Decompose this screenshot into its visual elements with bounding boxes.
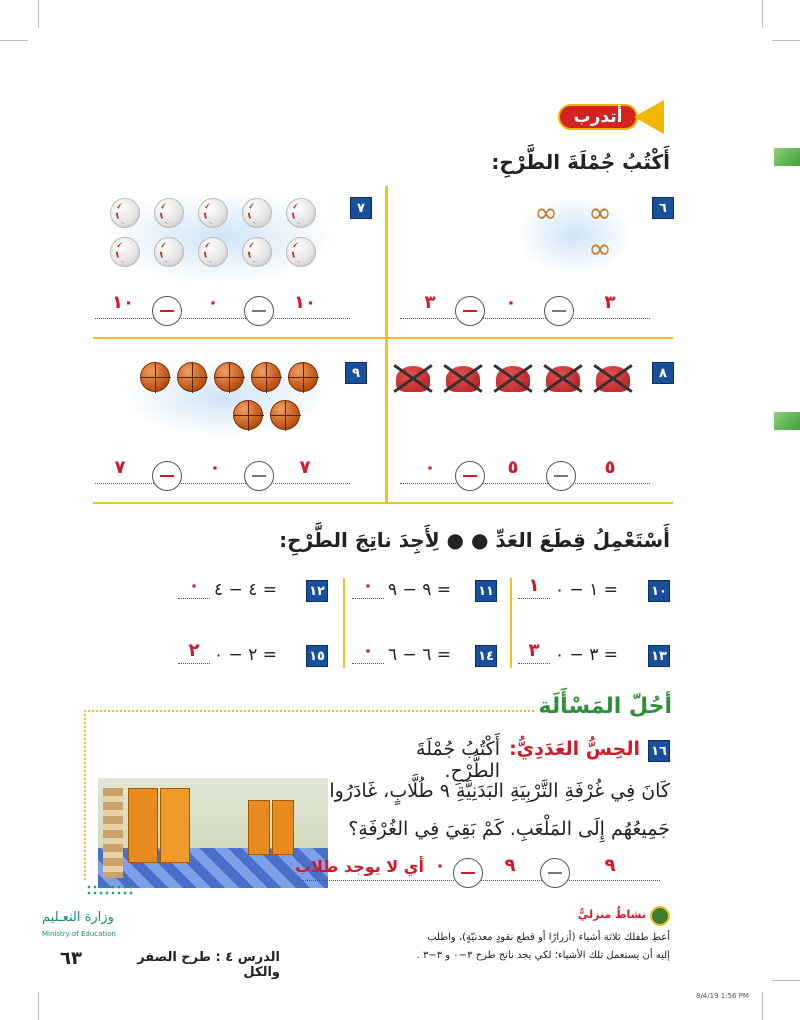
answer-value[interactable]: ٧ (299, 457, 311, 478)
equals-circle[interactable] (152, 296, 182, 326)
problem-number: ٨ (652, 362, 674, 384)
answer-value[interactable]: ١٠ (112, 292, 134, 313)
banner-arrow-icon (634, 100, 664, 134)
problem-title-red: الحِسُّ العَدَدِيُّ: (509, 738, 640, 760)
baseball-icon (154, 198, 184, 228)
side-tab (774, 148, 800, 166)
answer-line (352, 598, 384, 599)
problem-number: ٧ (350, 197, 372, 219)
grid-divider-v (385, 186, 388, 504)
helmet-icon (492, 362, 534, 394)
problem-number: ١٦ (648, 740, 670, 762)
crop-mark (38, 992, 39, 1020)
exercise-number: ١٣ (648, 645, 670, 667)
crop-mark (772, 40, 800, 41)
answer-line (518, 663, 550, 664)
dotted-rule (84, 710, 86, 880)
column-divider (343, 578, 345, 668)
basketball-icon (214, 362, 244, 392)
exercise-number: ١٢ (306, 580, 328, 602)
baseball-icon (286, 198, 316, 228)
answer-value[interactable]: ٠ (434, 855, 446, 876)
ministry-name-en: Ministry of Education (42, 930, 116, 938)
operator-circle[interactable] (540, 858, 570, 888)
answer-value[interactable]: ٣ (604, 292, 616, 313)
crop-mark (772, 980, 800, 981)
helmet-icon (392, 362, 434, 394)
exercise-answer[interactable]: ٠ (362, 575, 374, 596)
baseball-icon (198, 237, 228, 267)
exercise-expression: ٩ − ٩ = (388, 580, 451, 600)
problem-title: أَكْتُبُ جُمْلَةَ الطَّرْحِ. (416, 738, 500, 782)
home-activity-title: نشاطٌ منزليٌّ (577, 908, 646, 921)
crop-mark (762, 0, 763, 28)
side-tab (774, 412, 800, 430)
exercise-answer[interactable]: ٣ (528, 640, 540, 661)
basketball-icon (270, 400, 300, 430)
exercise-expression: ٦ − ٦ = (388, 645, 451, 665)
exercise-answer[interactable]: ١ (528, 575, 540, 596)
crop-mark (0, 40, 28, 41)
answer-line (400, 483, 650, 484)
operator-circle[interactable] (244, 296, 274, 326)
equals-circle[interactable] (453, 858, 483, 888)
home-activity-line: إليه أن يستعمل تلك الأشياء؛ لكي يجد ناتج طرح ٣−٠ و ٣−٣ . (416, 950, 670, 961)
basketball-icon (177, 362, 207, 392)
column-divider (510, 578, 512, 668)
pretzel-icon: ∞ (588, 232, 612, 265)
answer-note: أي لا يوجد طلاب (295, 857, 424, 876)
pretzel-icon: ∞ (588, 196, 612, 229)
answer-line (352, 663, 384, 664)
operator-circle[interactable] (546, 461, 576, 491)
baseball-icon (110, 198, 140, 228)
exercise-number: ١١ (475, 580, 497, 602)
grid-divider-h (93, 337, 673, 339)
section-heading: أَسْتَعْمِلُ قِطَعَ العَدِّ ● ● لِأَجِدَ ناتِجَ الطَّرْحِ: (279, 528, 670, 552)
baseball-icon (242, 198, 272, 228)
exercise-expression: ٣ − ٠ = (555, 645, 618, 665)
problem-number: ٩ (345, 362, 367, 384)
operator-circle[interactable] (244, 461, 274, 491)
exercise-answer[interactable]: ٢ (188, 640, 200, 661)
answer-line (400, 318, 650, 319)
dotted-rule (84, 710, 534, 712)
exercise-number: ١٥ (306, 645, 328, 667)
operator-circle[interactable] (544, 296, 574, 326)
page-number: ٦٣ (60, 948, 82, 969)
exercise-expression: ٢ − ٠ = (214, 645, 277, 665)
baseball-icon (286, 237, 316, 267)
answer-value[interactable]: ٣ (424, 292, 436, 313)
answer-value[interactable]: ١٠ (294, 292, 316, 313)
answer-line (178, 598, 210, 599)
practice-banner (558, 100, 670, 134)
answer-value[interactable]: ٩ (604, 855, 616, 876)
answer-line (95, 318, 350, 319)
basketball-icon (233, 400, 263, 430)
print-timestamp: 8/4/19 1:56 PM (696, 992, 749, 1000)
answer-value[interactable]: ٠ (209, 457, 221, 478)
baseball-icon (242, 237, 272, 267)
problem-text-line: جَمِيعُهُم إِلَى المَلْعَبِ. كَمْ بَقِيَ فِي الغُرْفَةِ؟ (348, 818, 670, 840)
answer-value[interactable]: ٥ (507, 457, 519, 478)
exercise-expression: ٤ − ٤ = (214, 580, 277, 600)
house-icon (650, 906, 670, 926)
grid-divider-h (93, 502, 673, 504)
equals-circle[interactable] (455, 296, 485, 326)
basketball-icon (251, 362, 281, 392)
helmet-icon (542, 362, 584, 394)
ministry-name-ar: وزارة التعـليم (42, 910, 114, 925)
exercise-answer[interactable]: ٠ (362, 640, 374, 661)
home-activity-line: أعطِ طفلك ثلاثة أشياء (أزرارًا أو قطع نقودٍ معدنيّةٍ)، واطلب (427, 932, 670, 943)
baseball-icon (154, 237, 184, 267)
exercise-number: ١٤ (475, 645, 497, 667)
answer-value[interactable]: ٥ (604, 457, 616, 478)
problem-solving-heading: أحُلّ المَسْأَلَة (538, 694, 672, 719)
baseball-icon (198, 198, 228, 228)
answer-value[interactable]: ٧ (114, 457, 126, 478)
exercise-answer[interactable]: ٠ (188, 575, 200, 596)
ministry-logo-icon (82, 876, 138, 900)
answer-line (518, 598, 550, 599)
answer-value[interactable]: ٠ (207, 292, 219, 313)
pretzel-icon: ∞ (534, 196, 558, 229)
banner-label: أتدرب (558, 104, 638, 130)
answer-line (178, 663, 210, 664)
answer-value[interactable]: ٠ (424, 457, 436, 478)
exercise-number: ١٠ (648, 580, 670, 602)
section-heading: أَكْتُبُ جُمْلَةَ الطَّرْحِ: (491, 150, 670, 174)
answer-value[interactable]: ٠ (505, 292, 517, 313)
helmet-icon (442, 362, 484, 394)
problem-number: ٦ (652, 197, 674, 219)
crop-mark (38, 0, 39, 28)
equals-circle[interactable] (455, 461, 485, 491)
exercise-expression: ١ − ٠ = (555, 580, 618, 600)
baseball-icon (110, 237, 140, 267)
problem-text-line: كَانَ فِي غُرْفَةِ التَّرْبِيَةِ البَدَنِيَّةِ ٩ طُلَّابٍ، غَادَرُوا (329, 780, 670, 802)
lesson-title: الدرس ٤ : طرح الصفر والكل (137, 950, 280, 980)
basketball-icon (288, 362, 318, 392)
helmet-icon (592, 362, 634, 394)
answer-value[interactable]: ٩ (504, 855, 516, 876)
basketball-icon (140, 362, 170, 392)
equals-circle[interactable] (152, 461, 182, 491)
answer-line (95, 483, 350, 484)
